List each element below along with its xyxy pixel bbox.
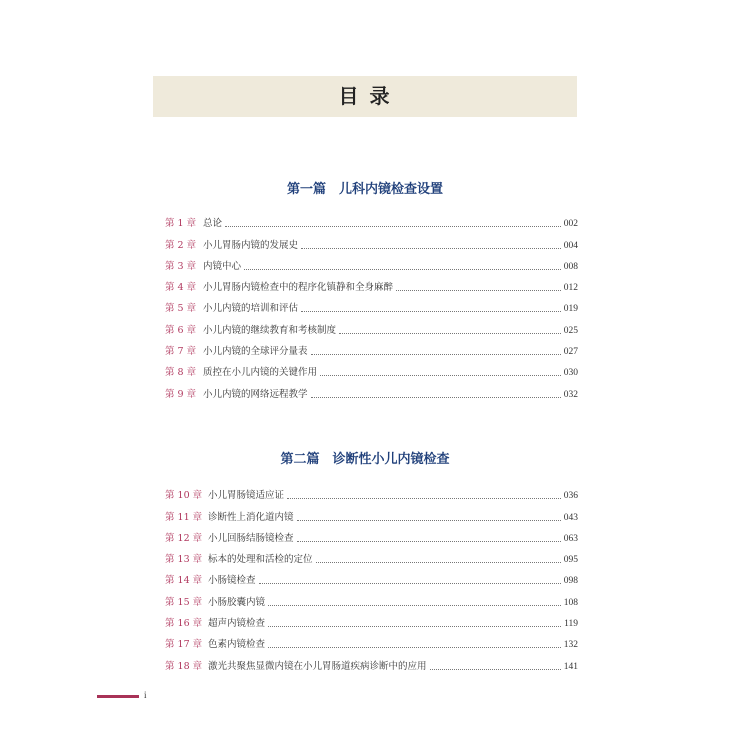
dot-leader bbox=[396, 290, 561, 291]
chapter-title: 小肠镜检查 bbox=[208, 575, 256, 587]
toc-entry[interactable] bbox=[165, 273, 578, 294]
chapter-number: 第 10 章 bbox=[165, 490, 203, 502]
toc-part-2 bbox=[165, 481, 578, 673]
chapter-number: 第 6 章 bbox=[165, 324, 197, 336]
page-number: 012 bbox=[563, 283, 578, 294]
chapter-number: 第 4 章 bbox=[165, 282, 197, 294]
chapter-number: 第 3 章 bbox=[165, 260, 197, 272]
chapter-number: 第 16 章 bbox=[165, 618, 203, 630]
chapter-title: 诊断性上消化道内镜 bbox=[208, 511, 294, 523]
chapter-number: 第 2 章 bbox=[165, 239, 197, 251]
dot-leader bbox=[259, 583, 561, 584]
chapter-title: 小儿内镜的继续教育和考核制度 bbox=[203, 324, 337, 336]
chapter-title: 质控在小儿内镜的关键作用 bbox=[203, 367, 318, 379]
dot-leader bbox=[268, 605, 561, 606]
page-number: 025 bbox=[563, 325, 578, 336]
dot-leader bbox=[287, 498, 561, 499]
chapter-number: 第 7 章 bbox=[165, 346, 197, 358]
chapter-title: 标本的处理和活检的定位 bbox=[208, 554, 313, 566]
page-number: 119 bbox=[564, 619, 578, 630]
toc-entry[interactable] bbox=[165, 230, 578, 251]
dot-leader bbox=[301, 311, 561, 312]
page-number: 008 bbox=[563, 261, 578, 272]
chapter-number: 第 14 章 bbox=[165, 575, 203, 587]
chapter-number: 第 12 章 bbox=[165, 532, 203, 544]
chapter-number: 第 13 章 bbox=[165, 554, 203, 566]
chapter-title: 激光共聚焦显微内镜在小儿胃肠道疾病诊断中的应用 bbox=[208, 660, 427, 672]
dot-leader bbox=[244, 269, 561, 270]
dot-leader bbox=[430, 669, 561, 670]
toc-entry[interactable] bbox=[165, 337, 578, 358]
chapter-number: 第 8 章 bbox=[165, 367, 197, 379]
chapter-title: 色素内镜检查 bbox=[208, 639, 266, 651]
part-2-heading: 第二篇 诊断性小儿内镜检查 bbox=[280, 452, 450, 467]
chapter-number: 第 9 章 bbox=[165, 388, 197, 400]
toc-entry[interactable] bbox=[165, 524, 578, 545]
toc-entry[interactable] bbox=[165, 566, 578, 587]
page-number: 019 bbox=[563, 304, 578, 315]
page-number: 002 bbox=[563, 219, 578, 230]
page-number: 132 bbox=[563, 640, 578, 651]
page-title: 目 录 bbox=[338, 84, 392, 108]
chapter-number: 第 5 章 bbox=[165, 303, 197, 315]
chapter-title: 小儿内镜的网络远程教学 bbox=[203, 388, 308, 400]
dot-leader bbox=[339, 333, 561, 334]
chapter-title: 小儿胃肠内镜检查中的程序化镇静和全身麻醉 bbox=[203, 282, 394, 294]
toc-entry[interactable] bbox=[165, 545, 578, 566]
footer-accent-bar bbox=[97, 695, 139, 698]
chapter-title: 小肠胶囊内镜 bbox=[208, 596, 266, 608]
dot-leader bbox=[297, 520, 561, 521]
chapter-number: 第 18 章 bbox=[165, 660, 203, 672]
toc-entry[interactable] bbox=[165, 481, 578, 502]
chapter-number: 第 1 章 bbox=[165, 218, 197, 230]
toc-entry[interactable] bbox=[165, 502, 578, 523]
page-number: 063 bbox=[563, 533, 578, 544]
page-number: 032 bbox=[563, 389, 578, 400]
page-number: 027 bbox=[563, 347, 578, 358]
toc-entry[interactable] bbox=[165, 252, 578, 273]
page-number: 004 bbox=[563, 240, 578, 251]
dot-leader bbox=[268, 647, 561, 648]
chapter-number: 第 15 章 bbox=[165, 596, 203, 608]
toc-entry[interactable] bbox=[165, 630, 578, 651]
dot-leader bbox=[316, 562, 561, 563]
chapter-title: 小儿内镜的培训和评估 bbox=[203, 303, 299, 315]
chapter-number: 第 11 章 bbox=[165, 511, 203, 523]
dot-leader bbox=[311, 354, 561, 355]
dot-leader bbox=[225, 226, 561, 227]
toc-part-1 bbox=[165, 209, 578, 401]
toc-entry[interactable] bbox=[165, 358, 578, 379]
chapter-number: 第 17 章 bbox=[165, 639, 203, 651]
toc-entry[interactable] bbox=[165, 315, 578, 336]
dot-leader bbox=[320, 375, 561, 376]
dot-leader bbox=[268, 626, 561, 627]
toc-entry[interactable] bbox=[165, 379, 578, 400]
footer-page-number: i bbox=[144, 690, 147, 700]
page-number: 108 bbox=[563, 597, 578, 608]
chapter-title: 总论 bbox=[203, 218, 223, 230]
page-number: 095 bbox=[563, 555, 578, 566]
dot-leader bbox=[297, 541, 561, 542]
page-number: 030 bbox=[563, 368, 578, 379]
chapter-title: 小儿胃肠镜适应证 bbox=[208, 490, 285, 502]
page-number: 036 bbox=[563, 491, 578, 502]
dot-leader bbox=[301, 248, 561, 249]
chapter-title: 超声内镜检查 bbox=[208, 618, 266, 630]
page-number: 098 bbox=[563, 576, 578, 587]
dot-leader bbox=[311, 397, 561, 398]
part-1-heading: 第一篇 儿科内镜检查设置 bbox=[286, 182, 443, 197]
toc-entry[interactable] bbox=[165, 587, 578, 608]
chapter-title: 内镜中心 bbox=[203, 260, 242, 272]
toc-entry[interactable] bbox=[165, 609, 578, 630]
chapter-title: 小儿胃肠内镜的发展史 bbox=[203, 239, 299, 251]
toc-entry[interactable] bbox=[165, 651, 578, 672]
toc-entry[interactable] bbox=[165, 294, 578, 315]
page-number: 141 bbox=[563, 661, 578, 672]
chapter-title: 小儿内镜的全球评分量表 bbox=[203, 346, 308, 358]
chapter-title: 小儿回肠结肠镜检查 bbox=[208, 532, 294, 544]
toc-entry[interactable] bbox=[165, 209, 578, 230]
page-number: 043 bbox=[563, 512, 578, 523]
title-band bbox=[153, 76, 577, 117]
